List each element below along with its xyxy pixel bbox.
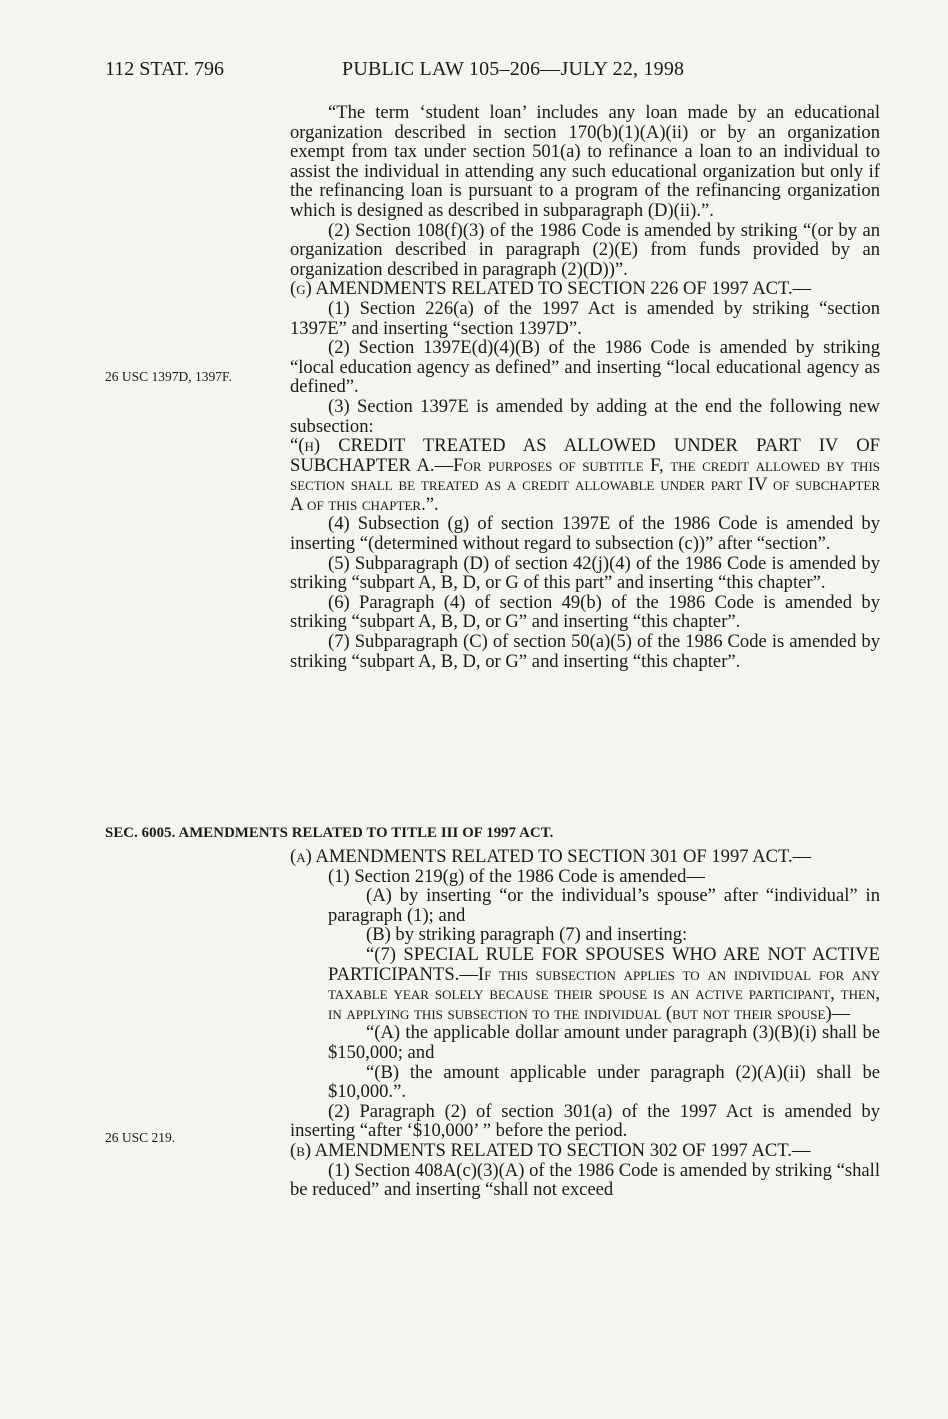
paragraph-g3: (3) Section 1397E is amended by adding at the end the following new subsection: [290,395,880,437]
paragraph-g1: (1) Section 226(a) of the 1997 Act is amended by striking “section 1397E” and inserting “section 1397D”. [290,297,880,339]
paragraph-g5: (5) Subparagraph (D) of section 42(j)(4) of the 1986 Code is amended by striking “subpart A, B, D, or G of this part” and inserting “this chapter”. [290,552,880,594]
document-body [290,103,880,671]
paragraph-h-credit: “(h) CREDIT TREATED AS ALLOWED UNDER PART IV OF SUBCHAPTER A.—For purposes of subtitle F, the credit allowed by this section shall be treated as a credit allowable under part IV of subchapter A of this chapter.”. [290,435,880,515]
paragraph-a2: (2) Paragraph (2) of section 301(a) of the 1997 Act is amended by inserting “after ‘$10,000’ ” before the period. [290,1100,880,1142]
section-6005-body [290,847,880,1200]
paragraph-a1-B: (B) by striking paragraph (7) and inserting: [366,924,688,946]
page-reference: 112 STAT. 796 [105,58,224,80]
margin-note-usc-219: 26 USC 219. [105,1130,176,1145]
section-heading: SEC. 6005. AMENDMENTS RELATED TO TITLE III OF 1997 ACT. [105,825,554,841]
paragraph-section-108: (2) Section 108(f)(3) of the 1986 Code is amended by striking “(or by an organization described in paragraph (2)(E) from funds provided by an organization described in paragraph (2)(D))”. [290,219,880,280]
paragraph-b1: (1) Section 408A(c)(3)(A) of the 1986 Code is amended by striking “shall be reduced” and inserting “shall not exceed [290,1159,880,1201]
paragraph-g2: (2) Section 1397E(d)(4)(B) of the 1986 Code is amended by striking “local education agency as defined” and inserting “local educational agency as defined”. [290,337,880,398]
law-title: PUBLIC LAW 105–206—JULY 22, 1998 [342,58,685,80]
subsection-g-heading: (g) AMENDMENTS RELATED TO SECTION 226 OF 1997 ACT.— [290,278,812,300]
paragraph-g6: (6) Paragraph (4) of section 49(b) of the 1986 Code is amended by striking “subpart A, B, D, or G” and inserting “this chapter”. [290,591,880,633]
paragraph-rule-A: “(A) the applicable dollar amount under paragraph (3)(B)(i) shall be $150,000; and [328,1022,880,1063]
paragraph-g7: (7) Subparagraph (C) of section 50(a)(5) of the 1986 Code is amended by striking “subpart A, B, D, or G” and inserting “this chapter”. [290,631,880,672]
paragraph-special-rule: “(7) SPECIAL RULE FOR SPOUSES WHO ARE NOT ACTIVE PARTICIPANTS.—If this subsection applies to an individual for any taxable year solely because their spouse is an active participant, then, in applying this subsection to the individual (but not their spouse)— [328,943,880,1024]
margin-note-usc-1397d: 26 USC 1397D, 1397F. [105,369,232,384]
paragraph-rule-B: “(B) the amount applicable under paragraph (2)(A)(ii) shall be $10,000.”. [328,1061,880,1103]
paragraph-g4: (4) Subsection (g) of section 1397E of the 1986 Code is amended by inserting “(determined without regard to subsection (c))” after “section”. [290,513,880,555]
paragraph-student-loan: “The term ‘student loan’ includes any loan made by an educational organization described in section 170(b)(1)(A)(ii) or by an organization exempt from tax under section 501(a) to refinance a loan to an individual to assist the individual in attending any such educational organization but only if the refinancing loan is pursuant to a program of the refinancing organization which is designed as described in subparagraph (D)(ii).”. [290,102,880,221]
subsection-b-heading: (b) AMENDMENTS RELATED TO SECTION 302 OF 1997 ACT.— [290,1139,811,1161]
subsection-a-heading: (a) AMENDMENTS RELATED TO SECTION 301 OF 1997 ACT.— [290,846,812,867]
paragraph-a1-A: (A) by inserting “or the individual’s spouse” after “individual” in paragraph (1); and [328,885,880,926]
paragraph-a1: (1) Section 219(g) of the 1986 Code is amended— [328,865,705,887]
